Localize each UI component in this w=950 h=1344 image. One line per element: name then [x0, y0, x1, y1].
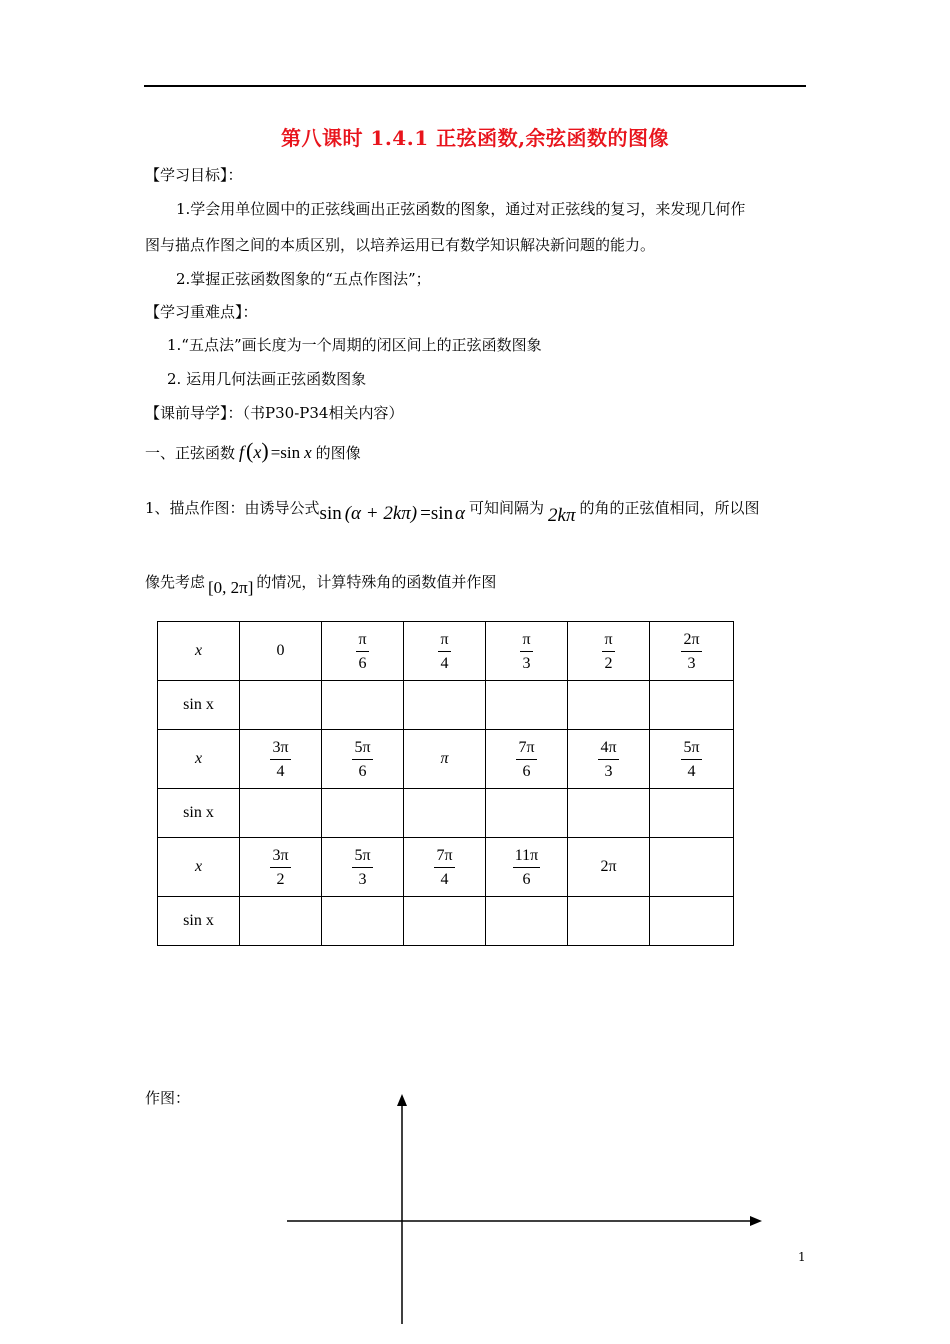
- x-axis-arrow-icon: [750, 1216, 762, 1226]
- values-table: [157, 621, 734, 946]
- objectives-heading: 【学习目标】：: [145, 166, 243, 184]
- key-point-2: 2. 运用几何法画正弦函数图象: [167, 370, 367, 388]
- table-row-sin-3: [158, 897, 734, 946]
- table-row-x-3: [158, 838, 734, 897]
- blank-cell[interactable]: [404, 681, 486, 730]
- blank-cell[interactable]: [486, 897, 568, 946]
- sin-label-cell: sin x: [158, 789, 240, 838]
- table-cell: 2π: [568, 838, 650, 897]
- blank-cell[interactable]: [404, 897, 486, 946]
- x-label-cell: x: [158, 838, 240, 897]
- period-2kpi: 2kπ: [548, 505, 576, 526]
- para-1-suffix: 的角的正弦值相同，所以图: [579, 499, 760, 517]
- sin-label-cell: sin x: [158, 897, 240, 946]
- interval-0-2pi: [0, 2π]: [208, 578, 254, 597]
- table-cell: $\frac{5\pi}{6}$: [322, 730, 404, 789]
- table-cell: [650, 838, 734, 897]
- table-cell: π: [404, 730, 486, 789]
- table-cell: 0: [240, 622, 322, 681]
- preview-heading: 【课前导学】：: [145, 404, 243, 422]
- table-row-sin-1: [158, 681, 734, 730]
- induction-formula-arg: (α + 2kπ): [344, 503, 418, 524]
- blank-cell[interactable]: [240, 897, 322, 946]
- section-1-heading: [145, 438, 361, 464]
- page-number: 1: [798, 1250, 806, 1264]
- objective-1-line-2: 图与描点作图之间的本质区别，以培养运用已有数学知识解决新问题的能力。: [145, 236, 656, 254]
- key-point-1: 1.“五点法”画长度为一个周期的闭区间上的正弦函数图象: [167, 336, 542, 354]
- section-1-prefix: 一、正弦函数: [145, 444, 236, 462]
- blank-cell[interactable]: [322, 681, 404, 730]
- blank-cell[interactable]: [486, 681, 568, 730]
- preview-note: （书P30-P34相关内容）: [242, 404, 404, 422]
- formula-f: f: [239, 442, 245, 462]
- formula-eq-sin: =sin: [270, 443, 301, 462]
- table-cell: $\frac{11\pi}{6}$: [486, 838, 568, 897]
- table-cell: $\frac{\pi}{3}$: [486, 622, 568, 681]
- table-row-x-2: [158, 730, 734, 789]
- para-1-prefix: 1、描点作图：由诱导公式: [145, 499, 320, 517]
- table-cell: $\frac{2\pi}{3}$: [650, 622, 734, 681]
- formula-lparen: (: [246, 438, 254, 463]
- objective-1-line-1: 1.学会用单位圆中的正弦线画出正弦函数的图象，通过对正弦线的复习，来发现几何作: [176, 200, 746, 218]
- blank-cell[interactable]: [568, 789, 650, 838]
- paragraph-1: [145, 497, 760, 526]
- x-label-cell: x: [158, 730, 240, 789]
- para-1-middle: 可知间隔为: [469, 499, 545, 517]
- blank-cell[interactable]: [568, 681, 650, 730]
- sin-label-cell: sin x: [158, 681, 240, 730]
- table-cell: $\frac{3\pi}{2}$: [240, 838, 322, 897]
- preview-line: [145, 402, 403, 423]
- blank-cell[interactable]: [404, 789, 486, 838]
- formula-x: x: [253, 442, 262, 462]
- table-cell: $\frac{5\pi}{3}$: [322, 838, 404, 897]
- table-cell: $\frac{7\pi}{4}$: [404, 838, 486, 897]
- blank-cell[interactable]: [650, 789, 734, 838]
- y-axis-arrow-icon: [397, 1094, 407, 1106]
- x-label-cell: x: [158, 622, 240, 681]
- formula-x2: x: [304, 443, 312, 462]
- induction-formula-alpha: α: [455, 503, 466, 524]
- blank-cell[interactable]: [568, 897, 650, 946]
- formula-rparen: ): [261, 438, 269, 463]
- blank-cell[interactable]: [650, 897, 734, 946]
- page-title: 第八课时 1.4.1 正弦函数,余弦函数的图像: [280, 126, 670, 150]
- blank-cell[interactable]: [240, 681, 322, 730]
- table-cell: $\frac{3\pi}{4}$: [240, 730, 322, 789]
- table-row-x-1: [158, 622, 734, 681]
- table-cell: $\frac{\pi}{6}$: [322, 622, 404, 681]
- para-2-prefix: 像先考虑: [145, 573, 206, 591]
- section-1-suffix: 的图像: [315, 444, 361, 462]
- coordinate-axes: [280, 1090, 770, 1324]
- table-cell: $\frac{5\pi}{4}$: [650, 730, 734, 789]
- blank-cell[interactable]: [650, 681, 734, 730]
- objective-2: 2.掌握正弦函数图象的“五点作图法”；: [176, 270, 431, 288]
- table-cell: $\frac{\pi}{4}$: [404, 622, 486, 681]
- blank-cell[interactable]: [240, 789, 322, 838]
- para-2-suffix: 的情况，计算特殊角的函数值并作图: [256, 573, 497, 591]
- key-points-heading: 【学习重难点】：: [145, 303, 258, 321]
- table-cell: $\frac{\pi}{2}$: [568, 622, 650, 681]
- table-row-sin-2: [158, 789, 734, 838]
- blank-cell[interactable]: [322, 897, 404, 946]
- table-cell: $\frac{7\pi}{6}$: [486, 730, 568, 789]
- induction-formula-sin: sin: [319, 503, 342, 524]
- blank-cell[interactable]: [486, 789, 568, 838]
- table-cell: $\frac{4\pi}{3}$: [568, 730, 650, 789]
- header-rule: [144, 85, 806, 87]
- paragraph-2: [145, 571, 497, 597]
- drawing-label: 作图：: [145, 1089, 191, 1107]
- blank-cell[interactable]: [322, 789, 404, 838]
- induction-formula-eq: =sin: [420, 503, 454, 524]
